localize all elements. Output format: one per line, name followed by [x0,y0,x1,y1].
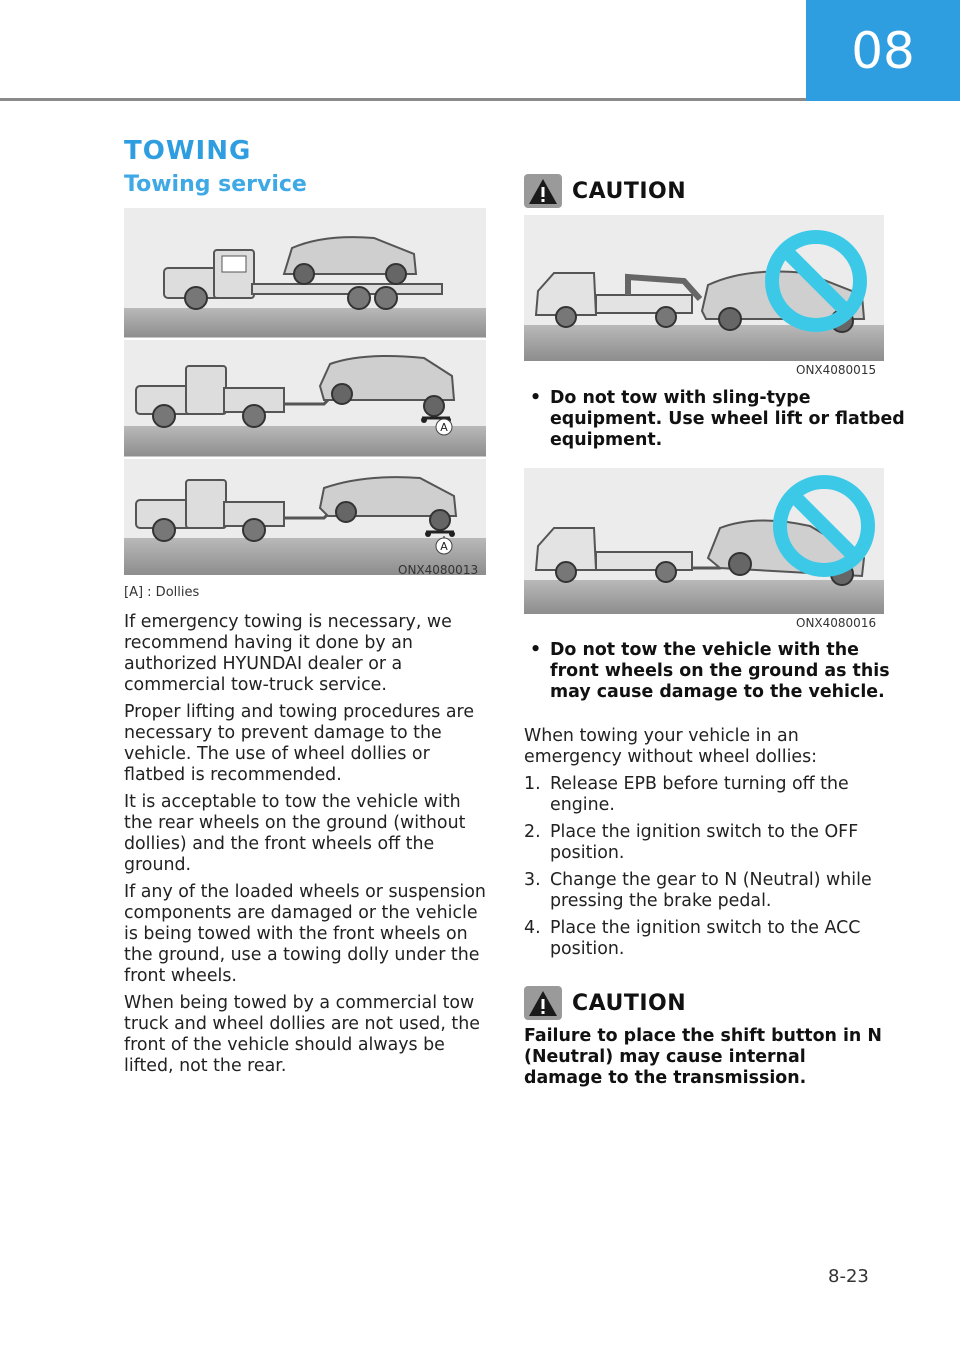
right-intro: When towing your vehicle in an emergency without wheel dollies: [524,726,818,767]
chapter-tab [806,0,960,101]
dolly-marker: A [440,540,448,553]
caution-bullet [524,388,910,451]
step-number: 4. [524,918,541,938]
step-text: Place the ignition switch to the OFF position. [550,822,859,863]
paragraph: If emergency towing is necessary, we recommend having it done by an authorized HYUNDAI dealer or a commercial tow-truck service. [124,612,452,695]
paragraph: It is acceptable to tow the vehicle with the rear wheels on the ground (without dollies) and the front wheels off the ground. [124,792,466,875]
figure-code: ONX4080015 [796,363,877,377]
caution-label: CAUTION [572,178,687,204]
chapter-number: 08 [851,21,915,80]
figure-code: ONX4080013 [398,563,479,577]
bullet-dot: • [530,388,542,408]
left-body [124,612,490,1083]
sling-tow-illustration [524,215,884,361]
sling-tow-figure [524,215,884,361]
paragraph: If any of the loaded wheels or suspension components are damaged or the vehicle is being towed with the front wheels on the ground, use a towing dolly under the front wheels. [124,882,486,986]
bullet-text: Do not tow the vehicle with the front wheels on the ground as this may cause damage to the vehicle. [550,640,890,702]
subsection-title: Towing service [124,172,307,197]
caution-heading [524,174,686,208]
list-item [524,870,884,912]
steps-list [524,774,884,966]
caution-text: Failure to place the shift button in N (Neutral) may cause internal damage to the transmission. [524,1026,882,1088]
step-number: 2. [524,822,541,842]
warning-icon [524,986,562,1020]
towing-methods-figure [124,208,486,575]
front-on-ground-figure [524,468,884,614]
list-item [524,774,884,816]
list-item [524,918,884,960]
towing-methods-illustration [124,208,486,575]
bullet-dot: • [530,640,542,660]
front-on-ground-illustration [524,468,884,614]
caution-label: CAUTION [572,990,687,1016]
paragraph: When being towed by a commercial tow truck and wheel dollies are not used, the front of the vehicle should always be lifted, not the rear. [124,993,480,1076]
dolly-marker: A [440,421,448,434]
caution-heading [524,986,686,1020]
step-text: Place the ignition switch to the ACC position. [550,918,861,959]
figure-legend: [A] : Dollies [124,585,200,600]
bullet-text: Do not tow with sling-type equipment. Use wheel lift or flatbed equipment. [550,388,905,450]
section-title: TOWING [124,136,252,166]
caution-bullet [524,640,910,703]
step-number: 1. [524,774,541,794]
page-number: 8-23 [828,1266,869,1287]
list-item [524,822,884,864]
figure-code: ONX4080016 [796,616,877,630]
step-text: Change the gear to N (Neutral) while pressing the brake pedal. [550,870,872,911]
paragraph: Proper lifting and towing procedures are necessary to prevent damage to the vehicle. The use of wheel dollies or flatbed is recommended. [124,702,475,785]
step-text: Release EPB before turning off the engine. [550,774,849,815]
step-number: 3. [524,870,541,890]
warning-icon [524,174,562,208]
header-rule [0,98,806,101]
